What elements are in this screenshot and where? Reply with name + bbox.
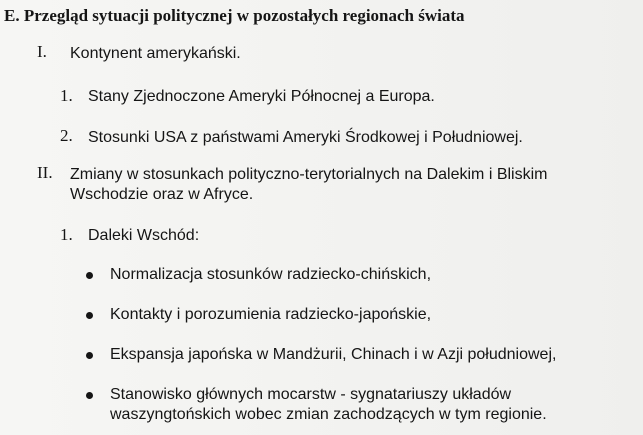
bullet-item-powers-line1: Stanowisko głównych mocarstw - sygnatariuszy układów bbox=[110, 386, 512, 403]
bullet-item-sino-soviet: Normalizacja stosunków radziecko-chińskich, bbox=[110, 266, 432, 283]
bullet-icon bbox=[86, 312, 93, 319]
bullet-icon bbox=[86, 392, 93, 399]
roman-marker-1: I. bbox=[37, 42, 47, 61]
item-marker-1: 1. bbox=[60, 86, 73, 105]
roman-marker-2: II. bbox=[37, 163, 53, 182]
section-title-changes-line1: Zmiany w stosunkach polityczno-terytorialnych na Dalekim i Bliskim bbox=[70, 166, 548, 183]
bullet-item-japanese-expansion: Ekspansja japońska w Mandżurii, Chinach i w Azji południowej, bbox=[110, 346, 557, 363]
bullet-icon bbox=[86, 352, 93, 359]
list-item-usa-europe: Stany Zjednoczone Ameryki Północnej a Europa. bbox=[88, 88, 435, 105]
bullet-item-powers-line2: waszyngtońskich wobec zmian zachodzących w tym regionie. bbox=[110, 406, 547, 423]
list-item-far-east: Daleki Wschód: bbox=[88, 227, 200, 244]
bullet-icon bbox=[86, 272, 93, 279]
item-marker-far-east: 1. bbox=[60, 225, 73, 244]
section-title-americas: Kontynent amerykański. bbox=[70, 45, 241, 62]
bullet-item-soviet-japanese: Kontakty i porozumienia radziecko-japońskie, bbox=[110, 306, 432, 323]
section-heading: E. Przegląd sytuacji politycznej w pozostałych regionach świata bbox=[4, 6, 465, 25]
item-marker-2: 2. bbox=[60, 126, 73, 145]
section-title-changes-line2: Wschodzie oraz w Afryce. bbox=[70, 186, 254, 203]
list-item-usa-latin-america: Stosunki USA z państwami Ameryki Środkowej i Południowej. bbox=[88, 129, 523, 146]
